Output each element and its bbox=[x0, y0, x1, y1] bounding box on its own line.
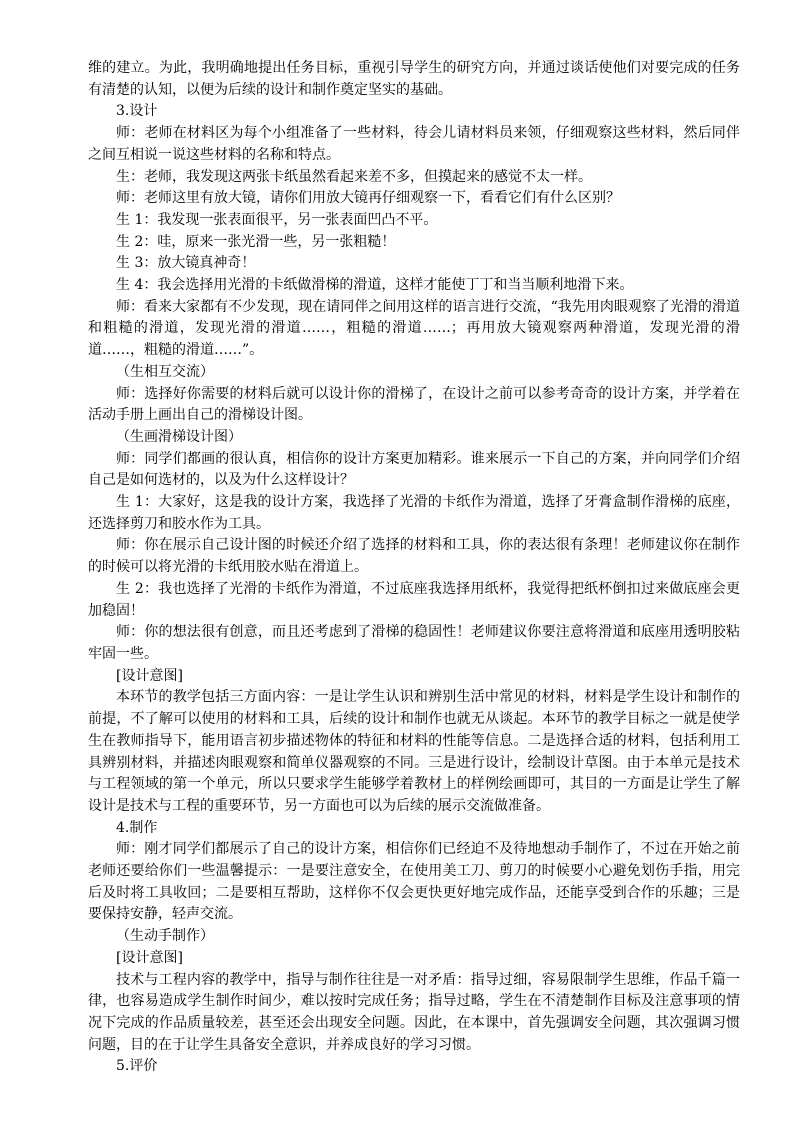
design-intent-label: [设计意图] bbox=[116, 667, 183, 684]
paragraph: 师：你在展示自己设计图的时候还介绍了选择的材料和工具，你的表达很有条理！老师建议你在制作的时候可以将光滑的卡纸用胶水贴在滑道上。 bbox=[88, 537, 740, 576]
paragraph: 生 2：我也选择了光滑的卡纸作为滑道，不过底座我选择用纸杯，我觉得把纸杯倒扣过来做底座会更加稳固！ bbox=[88, 580, 740, 619]
paragraph: 师：同学们都画的很认真，相信你的设计方案更加精彩。谁来展示一下自己的方案，并向同学们介绍自己是如何选材的，以及为什么这样设计？ bbox=[88, 450, 740, 489]
paragraph: 生 2：哇，原来一张光滑一些，另一张粗糙！ bbox=[116, 233, 396, 250]
paragraph: （生画滑梯设计图） bbox=[116, 428, 242, 445]
paragraph: 生 1：我发现一张表面很平，另一张表面凹凸不平。 bbox=[116, 211, 438, 228]
paragraph: 本环节的教学包括三方面内容：一是让学生认识和辨别生活中常见的材料，材料是学生设计和制作的前提，不了解可以使用的材料和工具，后续的设计和制作也就无从谈起。本环节的教学目标之一就是使学生在教师指导下，能用语言初步描述物体的特征和材料的性能等信息。二是选择合适的材料，包括利用工具辨别材料，并描述肉眼观察和简单仪器观察的不同。三是进行设计，绘制设计草图。由于本单元是技术与工程领域的第一个单元，所以只要求学生能够学着教材上的样例绘画即可，其目的一方面是让学生了解设计是技术与工程的重要环节，另一方面也可以为后续的展示交流做准备。 bbox=[88, 689, 740, 814]
paragraph: （生相互交流） bbox=[116, 363, 214, 380]
section-heading-evaluation: 5.评价 bbox=[116, 1058, 158, 1075]
paragraph: 师：你的想法很有创意，而且还考虑到了滑梯的稳固性！老师建议你要注意将滑道和底座用透明胶粘牢固一些。 bbox=[88, 624, 740, 662]
document-body bbox=[88, 58, 740, 1078]
paragraph: （生动手制作） bbox=[116, 928, 214, 945]
paragraph: 师：刚才同学们都展示了自己的设计方案，相信你们已经迫不及待地想动手制作了，不过在开始之前老师还要给你们一些温馨提示：一是要注意安全，在使用美工刀、剪刀的时候要小心避免划伤手指，用完后及时将工具收回；二是要相互帮助，这样你不仅会更快更好地完成作品，还能享受到合作的乐趣；三是要保持安静，轻声交流。 bbox=[88, 841, 740, 923]
paragraph: 生 3：放大镜真神奇！ bbox=[116, 255, 256, 272]
paragraph: 师：看来大家都有不少发现，现在请同伴之间用这样的语言进行交流，“我先用肉眼观察了光滑的滑道和粗糙的滑道，发现光滑的滑道……，粗糙的滑道……；再用放大镜观察两种滑道，发现光滑的滑道……，粗糙的滑道……”。 bbox=[88, 298, 740, 359]
paragraph: 生 1：大家好，这是我的设计方案，我选择了光滑的卡纸作为滑道，选择了牙膏盒制作滑梯的底座，还选择剪刀和胶水作为工具。 bbox=[88, 494, 740, 532]
paragraph: 生：老师，我发现这两张卡纸虽然看起来差不多，但摸起来的感觉不太一样。 bbox=[116, 168, 592, 185]
paragraph: 技术与工程内容的教学中，指导与制作往往是一对矛盾：指导过细，容易限制学生思维，作品千篇一律，也容易造成学生制作时间少，难以按时完成任务；指导过略，学生在不清楚制作目标及注意事项的情况下完成的作品质量较差，甚至还会出现安全问题。因此，在本课中，首先强调安全问题，其次强调习惯问题，目的在于让学生具备安全意识，并养成良好的学习习惯。 bbox=[88, 971, 740, 1053]
section-heading-design: 3.设计 bbox=[116, 103, 158, 120]
paragraph-continuation: 维的建立。为此，我明确地提出任务目标，重视引导学生的研究方向，并通过谈话使他们对要完成的任务有清楚的认知，以便为后续的设计和制作奠定坚实的基础。 bbox=[88, 60, 740, 98]
paragraph: 师：选择好你需要的材料后就可以设计你的滑梯了，在设计之前可以参考奇奇的设计方案，并学着在活动手册上画出自己的滑梯设计图。 bbox=[88, 385, 740, 424]
design-intent-label: [设计意图] bbox=[116, 949, 183, 966]
section-heading-making: 4.制作 bbox=[116, 819, 158, 836]
paragraph: 生 4：我会选择用光滑的卡纸做滑梯的滑道，这样才能使丁丁和当当顺利地滑下来。 bbox=[116, 277, 634, 294]
paragraph: 师：老师这里有放大镜，请你们用放大镜再仔细观察一下，看看它们有什么区别？ bbox=[116, 190, 620, 207]
paragraph: 师：老师在材料区为每个小组准备了一些材料，待会儿请材料员来领，仔细观察这些材料，然后同伴之间互相说一说这些材料的名称和特点。 bbox=[88, 125, 740, 163]
